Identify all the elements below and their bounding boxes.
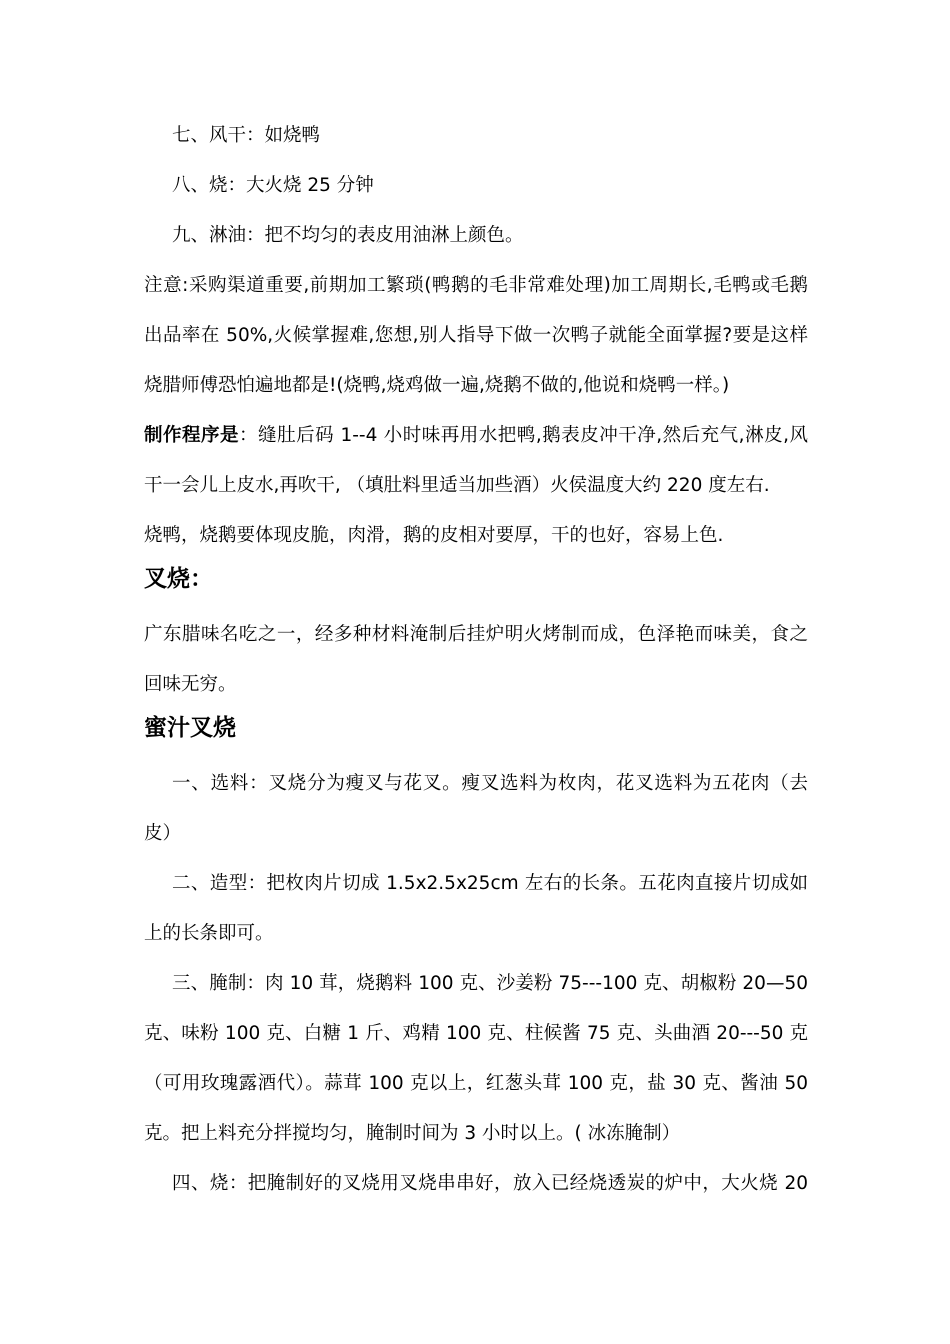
note-line-1: 注意:采购渠道重要,前期加工繁琐(鸭鹅的毛非常难处理)加工周期长,毛鸭或毛鹅: [144, 275, 808, 296]
procedure-label: 制作程序是: [144, 425, 240, 446]
procedure-line-1: [144, 423, 808, 449]
chashao-desc-line-2: 回味无穷。: [144, 674, 237, 695]
chashao-desc-line-1: 广东腊味名吃之一，经多种材料淹制后挂炉明火烤制而成，色泽艳而味美，食之: [144, 624, 808, 645]
mizhi-step-2-line-2: 上的长条即可。: [144, 923, 274, 944]
mizhi-step-1-line-2: 皮）: [144, 823, 182, 844]
step-9-oil-pour: 九、淋油：把不均匀的表皮用油淋上颜色。: [172, 225, 524, 246]
mizhi-step-3-line-1: 三、腌制：肉 10 茸，烧鹅料 100 克、沙姜粉 75---100 克、胡椒粉 20—50: [172, 973, 808, 994]
note-line-3: 烧腊师傅恐怕遍地都是!(烧鸭,烧鸡做一遍,烧鹅不做的,他说和烧鸭一样。): [144, 375, 730, 396]
heading-chashao: 叉烧：: [144, 566, 213, 592]
procedure-line-3: 烧鸭，烧鹅要体现皮脆，肉滑，鹅的皮相对要厚，干的也好，容易上色.: [144, 525, 724, 546]
procedure-line-2: 干一会儿上皮水,再吹干, （填肚料里适当加些酒）火侯温度大约 220 度左右.: [144, 475, 770, 496]
mizhi-step-2-line-1: 二、造型：把枚肉片切成 1.5x2.5x25cm 左右的长条。五花肉直接片切成如: [172, 873, 808, 894]
step-7-air-dry: 七、风干：如烧鸭: [172, 125, 321, 146]
mizhi-step-3-line-3: （可用玫瑰露酒代）。蒜茸 100 克以上，红葱头茸 100 克，盐 30 克、酱油 50: [144, 1073, 808, 1094]
note-line-2: 出品率在 50%,火候掌握难,您想,别人指导下做一次鸭子就能全面掌握?要是这样: [144, 325, 808, 346]
step-8-roast: 八、烧：大火烧 25 分钟: [172, 175, 374, 196]
mizhi-step-1-line-1: 一、选料：叉烧分为瘦叉与花叉。瘦叉选料为枚肉，花叉选料为五花肉（去: [172, 773, 808, 794]
mizhi-step-4-line-1: 四、烧：把腌制好的叉烧用叉烧串串好，放入已经烧透炭的炉中，大火烧 20: [172, 1173, 808, 1194]
mizhi-step-3-line-4: 克。把上料充分拌搅均匀，腌制时间为 3 小时以上。( 冰冻腌制）: [144, 1123, 681, 1144]
heading-mizhi-chashao: 蜜汁叉烧: [144, 715, 236, 741]
procedure-text: ：缝肚后码 1--4 小时味再用水把鸭,鹅表皮冲干净,然后充气,淋皮,风: [239, 425, 808, 446]
mizhi-step-3-line-2: 克、味粉 100 克、白糖 1 斤、鸡精 100 克、柱候酱 75 克、头曲酒 20---50 克: [144, 1023, 808, 1044]
